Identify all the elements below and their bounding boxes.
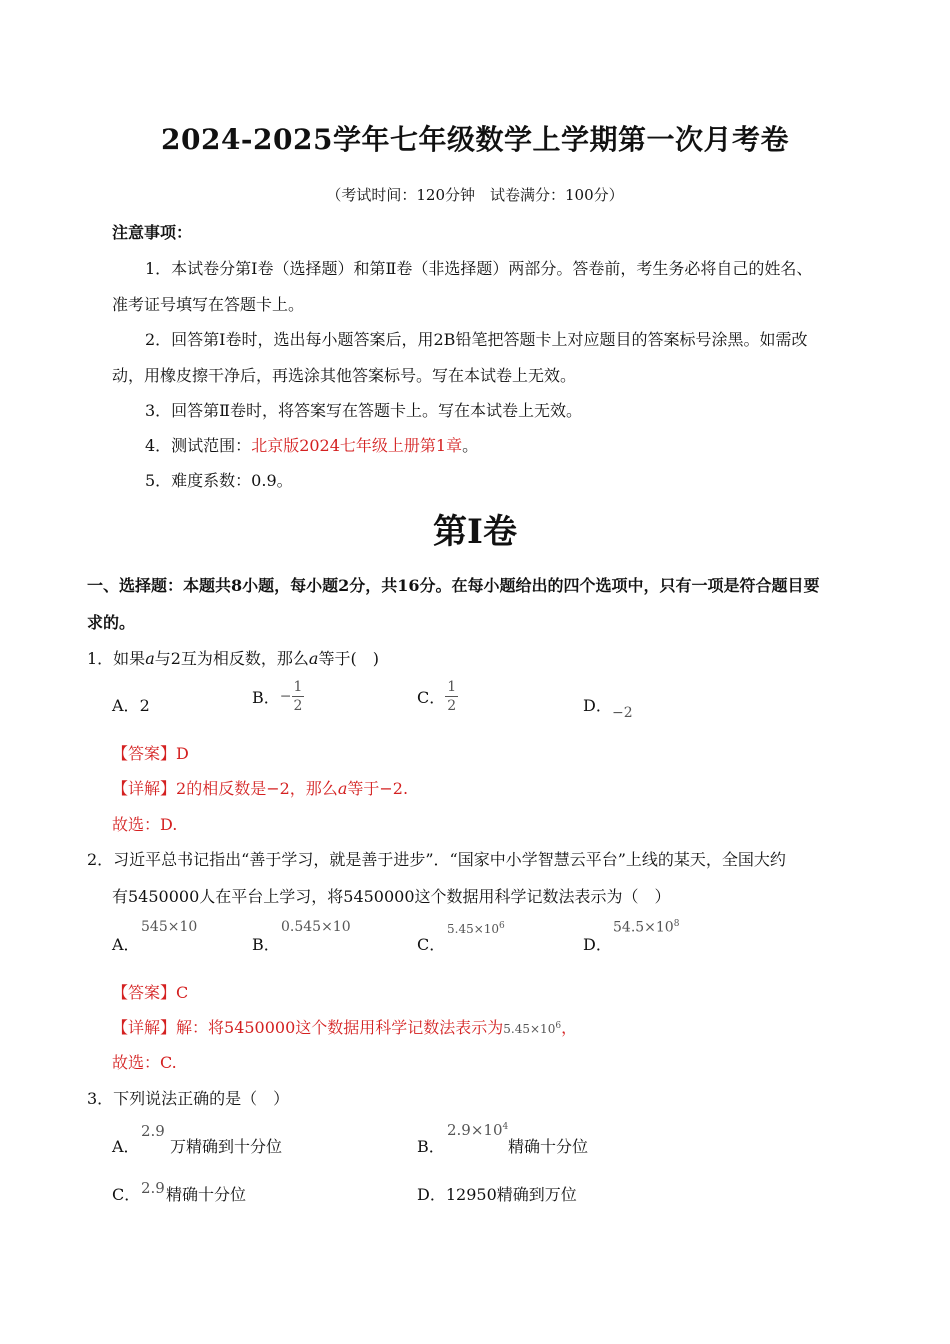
notes-heading: 注意事项： bbox=[112, 223, 193, 242]
q3-option-d-label: D． bbox=[417, 1185, 446, 1204]
q1-option-a-label: A． bbox=[112, 696, 140, 715]
q3-option-d bbox=[417, 1182, 577, 1205]
note-1-line-1: 1．本试卷分第Ⅰ卷（选择题）和第Ⅱ卷（非选择题）两部分。答卷前，考生务必将自己的姓名、 bbox=[145, 259, 813, 278]
q2-option-a-label: A． bbox=[112, 935, 140, 954]
q1-var-2: a bbox=[308, 649, 319, 668]
note-4 bbox=[145, 433, 478, 456]
note-5: 5．难度系数：0.9。 bbox=[145, 471, 293, 490]
q1-detail-d: . bbox=[402, 779, 409, 798]
q1-detail-var: a bbox=[337, 779, 348, 798]
section-heading-line-2: 求的。 bbox=[87, 613, 136, 632]
q1-option-b-numerator: 1 bbox=[293, 679, 303, 695]
q1-option-b-fraction bbox=[292, 678, 305, 715]
q1-option-a bbox=[112, 693, 150, 716]
q3-option-c-text: 精确十分位 bbox=[166, 1185, 247, 1204]
note-4-prefix: 4．测试范围： bbox=[145, 436, 252, 455]
q3-option-d-text: 12950精确到万位 bbox=[445, 1185, 577, 1204]
q1-option-a-value: 2 bbox=[139, 696, 150, 715]
q1-option-d-label: D． bbox=[583, 696, 612, 715]
q1-stem-c: 等于( ) bbox=[318, 649, 379, 668]
exam-info: （考试时间：120分钟 试卷满分：100分） bbox=[326, 186, 624, 204]
q1-stem bbox=[87, 646, 379, 669]
q3-option-a-text: 万精确到十分位 bbox=[170, 1137, 283, 1156]
q1-option-d-value: −2 bbox=[612, 705, 633, 721]
q1-option-c-numerator: 1 bbox=[447, 679, 457, 695]
q1-detail-c: 等于 bbox=[347, 779, 380, 798]
q1-detail-b: ，那么 bbox=[289, 779, 338, 798]
page-title: 2024-2025学年七年级数学上学期第一次月考卷 bbox=[161, 123, 789, 156]
q1-detail-label: 【详解】 bbox=[112, 779, 177, 798]
q1-stem-a: 1．如果 bbox=[87, 649, 146, 668]
q1-option-c bbox=[417, 678, 458, 715]
q2-option-d-exponent: 8 bbox=[673, 919, 680, 929]
q2-option-b-value: 0.545×10 bbox=[281, 919, 351, 935]
q3-option-b-text: 精确十分位 bbox=[508, 1137, 589, 1156]
q2-option-c-label: C． bbox=[417, 935, 446, 954]
q2-option-c-value bbox=[447, 921, 505, 936]
q2-option-c-base: 5.45×10 bbox=[447, 922, 500, 936]
note-2-line-2: 动，用橡皮擦干净后，再选涂其他答案标号。写在本试卷上无效。 bbox=[112, 366, 577, 385]
note-3: 3．回答第Ⅱ卷时，将答案写在答题卡上。写在本试卷上无效。 bbox=[145, 401, 583, 420]
q3-option-a-label: A． bbox=[112, 1137, 140, 1156]
q1-detail-value-2: −2 bbox=[379, 779, 403, 798]
q3-option-a-math: 2.9 bbox=[141, 1122, 165, 1140]
section-title: 第Ⅰ卷 bbox=[433, 512, 517, 552]
q3-stem: 3．下列说法正确的是（ ） bbox=[87, 1089, 290, 1108]
q1-option-c-label: C． bbox=[417, 688, 446, 707]
q2-detail-text: 解：将5450000这个数据用科学记数法表示为 bbox=[176, 1018, 504, 1037]
q2-answer: 【答案】C bbox=[112, 983, 189, 1002]
q3-option-b-base: 2.9×10 bbox=[447, 1121, 503, 1139]
q2-option-c-exponent: 6 bbox=[499, 921, 505, 931]
q2-detail-math bbox=[503, 1022, 561, 1036]
q2-option-a-value: 545×10 bbox=[141, 919, 198, 935]
section-heading-line-1: 一、选择题：本题共8小题，每小题2分，共16分。在每小题给出的四个选项中，只有一项是符合题目要 bbox=[87, 576, 820, 595]
q2-detail-base: 5.45×10 bbox=[503, 1022, 556, 1036]
q3-option-b-exponent: 4 bbox=[502, 1122, 509, 1132]
q2-option-d-label: D． bbox=[583, 935, 612, 954]
q1-var-1: a bbox=[145, 649, 155, 668]
q2-option-d-value bbox=[613, 919, 679, 936]
q1-option-c-denominator: 2 bbox=[447, 698, 457, 714]
test-range: 北京版2024七年级上册第1章 bbox=[251, 436, 463, 455]
q1-detail bbox=[112, 776, 408, 799]
q1-option-b-denominator: 2 bbox=[293, 698, 303, 714]
q2-stem-line-2: 有5450000人在平台上学习，将5450000这个数据用科学记数法表示为（ ） bbox=[112, 887, 671, 906]
q1-answer: 【答案】D bbox=[112, 744, 189, 763]
q2-detail bbox=[112, 1015, 577, 1038]
q2-option-b-label: B． bbox=[252, 935, 280, 954]
q1-option-b-sign: − bbox=[279, 688, 292, 705]
q2-option-d-base: 54.5×10 bbox=[613, 919, 674, 936]
q2-stem-line-1: 2．习近平总书记指出“善于学习，就是善于进步”．“国家中小学智慧云平台”上线的某天，全国大约 bbox=[87, 850, 786, 869]
q3-option-b-label: B． bbox=[417, 1137, 445, 1156]
q2-detail-label: 【详解】 bbox=[112, 1018, 177, 1037]
q2-conclusion: 故选：C. bbox=[112, 1053, 177, 1072]
note-1-line-2: 准考证号填写在答题卡上。 bbox=[112, 295, 305, 314]
q1-option-c-fraction bbox=[445, 678, 458, 715]
q3-option-c-math: 2.9 bbox=[141, 1179, 165, 1197]
q1-detail-a: 2的相反数是 bbox=[176, 779, 267, 798]
q2-detail-exponent: 6 bbox=[555, 1021, 562, 1031]
q1-option-b-label: B． bbox=[252, 688, 280, 707]
note-2-line-1: 2．回答第Ⅰ卷时，选出每小题答案后，用2B铅笔把答题卡上对应题目的答案标号涂黑。如需改 bbox=[145, 330, 808, 349]
q1-detail-value-1: −2 bbox=[266, 779, 290, 798]
q1-option-b bbox=[252, 678, 304, 715]
q1-stem-b: 与2互为相反数，那么 bbox=[154, 649, 309, 668]
q2-detail-end: ， bbox=[561, 1018, 578, 1037]
q3-option-c-label: C． bbox=[112, 1185, 141, 1204]
q3-option-b-math bbox=[447, 1121, 508, 1139]
note-4-suffix: 。 bbox=[462, 436, 479, 455]
q1-conclusion: 故选：D. bbox=[112, 815, 178, 834]
